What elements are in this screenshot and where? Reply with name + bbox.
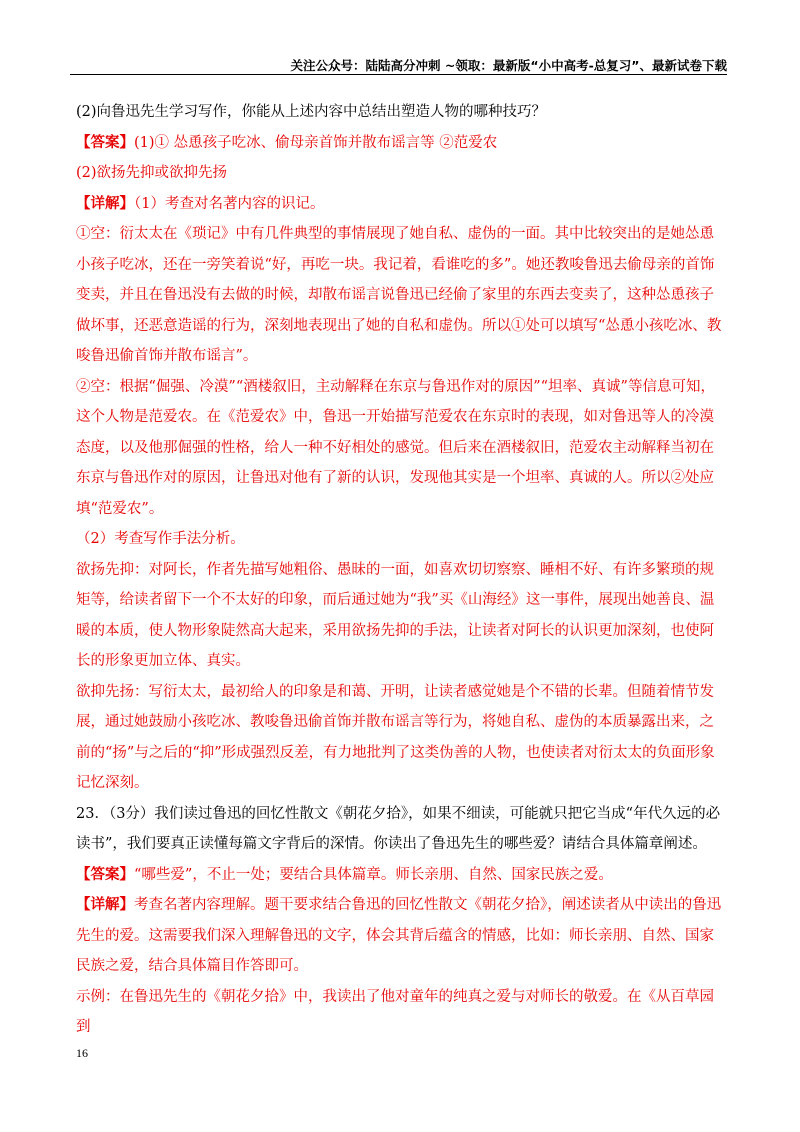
- q2-para-3: 欲扬先抑：对阿长，作者先描写她粗俗、愚昧的一面，如喜欢切切察察、睡相不好、有许多繁琐的规矩等，给读者留下一个不太好的印象，而后通过她为“我”买《山海经》这一事件，展现出她善良、温暖的本质，使人物形象陡然高大起来，采用欲扬先抑的手法，让读者对阿长的认识更加深刻，也使阿长的形象更加立体、真实。: [76, 561, 715, 669]
- q2-detail-line1: （1）考查对名著内容的识记。: [134, 195, 325, 212]
- q23-example: 示例：在鲁迅先生的《朝花夕拾》中，我读出了他对童年的纯真之爱与对师长的敬爱。在《从百草园到: [76, 988, 714, 1035]
- q2-detail-line2: （2）考查写作手法分析。: [76, 531, 245, 547]
- header-divider: [70, 74, 727, 75]
- q23-answer-text: “哪些爱”，不止一处；要结合具体篇章。师长亲朋、自然、国家民族之爱。: [134, 866, 613, 883]
- q2-detail-intro: [76, 189, 726, 220]
- detail-tag: 【详解】: [76, 896, 134, 913]
- q23-answer: [76, 860, 726, 891]
- q2-question: (2)向鲁迅先生学习写作，你能从上述内容中总结出塑造人物的哪种技巧？: [76, 104, 547, 120]
- q2-answer: [76, 128, 726, 159]
- q2-para-4: 欲抑先扬：写衍太太，最初给人的印象是和蔼、开明，让读者感觉她是个不错的长辈。但随着情节发展，通过她鼓励小孩吃冰、教唆鲁迅偷首饰并散布谣言等行为，将她自私、虚伪的本质暴露出来，之前的“扬”与之后的“抑”形成强烈反差，有力地批判了这类伪善的人物，也使读者对衍太太的负面形象记忆深刻。: [76, 683, 715, 791]
- q23-detail-text: 考查名著内容理解。题干要求结合鲁迅的回忆性散文《朝花夕拾》，阐述读者从中读出的鲁迅先生的爱。这需要我们深入理解鲁迅的文字，体会其背后蕴含的情感，比如：师长亲朋、自然、国家民族之爱，结合具体篇目作答即可。: [76, 897, 722, 974]
- q23-detail: [76, 890, 726, 982]
- page-header: 关注公众号：陆陆高分冲刺 ~领取：最新版“小中高考-总复习”、最新试卷下载: [290, 58, 727, 73]
- page-number: 16: [76, 1046, 88, 1060]
- q2-answer-line1: (1)① 怂恿孩子吃冰、偷母亲首饰并散布谣言等 ②范爱农: [134, 134, 498, 151]
- document-body: [76, 97, 726, 1043]
- answer-tag: 【答案】: [76, 133, 134, 151]
- q2-answer-line2: (2)欲扬先抑或欲抑先扬: [76, 165, 228, 181]
- answer-tag: 【答案】: [76, 865, 134, 883]
- detail-tag: 【详解】: [76, 194, 134, 212]
- q2-para-1: ①空：衍太太在《琐记》中有几件典型的事情展现了她自私、虚伪的一面。其中比较突出的是她怂恿小孩子吃冰，还在一旁笑着说“好，再吃一块。我记着，看谁吃的多”。她还教唆鲁迅去偷母亲的首饰变卖，并且在鲁迅没有去做的时候，却散布谣言说鲁迅已经偷了家里的东西去变卖了，这种怂恿孩子做坏事，还恶意造谣的行为，深刻地表现出了她的自私和虚伪。所以①处可以填写“怂恿小孩吃冰、教唆鲁迅偷首饰并散布谣言”。: [76, 226, 722, 364]
- q2-para-2: ②空：根据“倔强、冷漠”“酒楼叙旧，主动解释在东京与鲁迅作对的原因”“坦率、真诚”等信息可知，这个人物是范爱农。在《范爱农》中，鲁迅一开始描写范爱农在东京时的表现，如对鲁迅等人的冷漠态度，以及他那倔强的性格，给人一种不好相处的感觉。但后来在酒楼叙旧，范爱农主动解释当初在东京与鲁迅作对的原因，让鲁迅对他有了新的认识，发现他其实是一个坦率、真诚的人。所以②处应填“范爱农”。: [76, 378, 715, 517]
- q23-question: 23．（3分）我们读过鲁迅的回忆性散文《朝花夕拾》，如果不细读，可能就只把它当成“年代久远的必读书”，我们要真正读懂每篇文字背后的深情。你读出了鲁迅先生的哪些爱？请结合具体篇章阐述。: [76, 805, 721, 852]
